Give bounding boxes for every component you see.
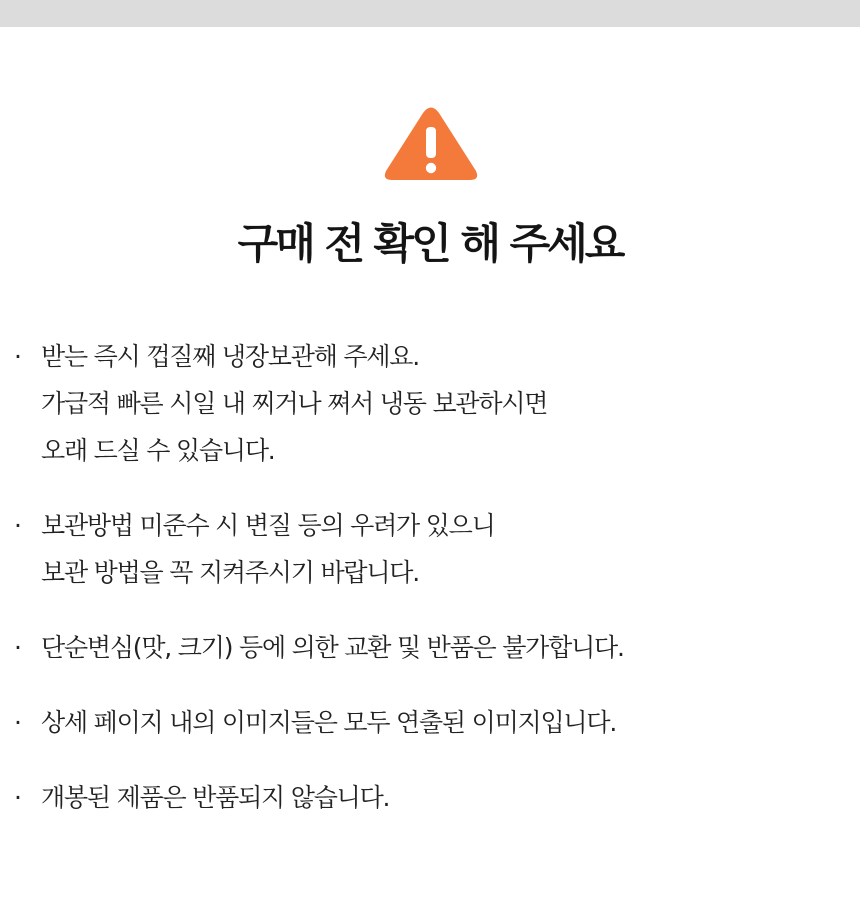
exclamation-bar xyxy=(426,127,436,158)
notice-line: 개봉된 제품은 반품되지 않습니다. xyxy=(41,783,390,812)
bullet-icon: · xyxy=(14,511,21,540)
page-title: 구매 전 확인 해 주세요 xyxy=(237,219,623,268)
notice-item xyxy=(14,624,854,671)
bullet-icon: · xyxy=(14,633,21,662)
top-bar xyxy=(0,0,860,27)
notice-line: 오래 드실 수 있습니다. xyxy=(41,436,275,465)
notice-line: 보관 방법을 꼭 지켜주시기 바랍니다. xyxy=(41,558,419,587)
bullet-icon: · xyxy=(14,708,21,737)
bullet-icon: · xyxy=(14,783,21,812)
exclamation-dot xyxy=(426,163,436,173)
warning-triangle-icon xyxy=(384,105,478,181)
notice-item xyxy=(14,774,854,821)
notice-line: 가급적 빠른 시일 내 찌거나 쪄서 냉동 보관하시면 xyxy=(41,389,548,418)
notice-line: 단순변심(맛, 크기) 등에 의한 교환 및 반품은 불가합니다. xyxy=(41,633,624,662)
notice-line: 받는 즉시 껍질째 냉장보관해 주세요. xyxy=(41,342,419,371)
notice-item xyxy=(14,502,854,596)
notice-list xyxy=(14,333,854,821)
notice-item xyxy=(14,333,854,474)
notice-line: 상세 페이지 내의 이미지들은 모두 연출된 이미지입니다. xyxy=(41,708,617,737)
bullet-icon: · xyxy=(14,342,21,371)
notice-line: 보관방법 미준수 시 변질 등의 우려가 있으니 xyxy=(41,511,495,540)
notice-item xyxy=(14,699,854,746)
